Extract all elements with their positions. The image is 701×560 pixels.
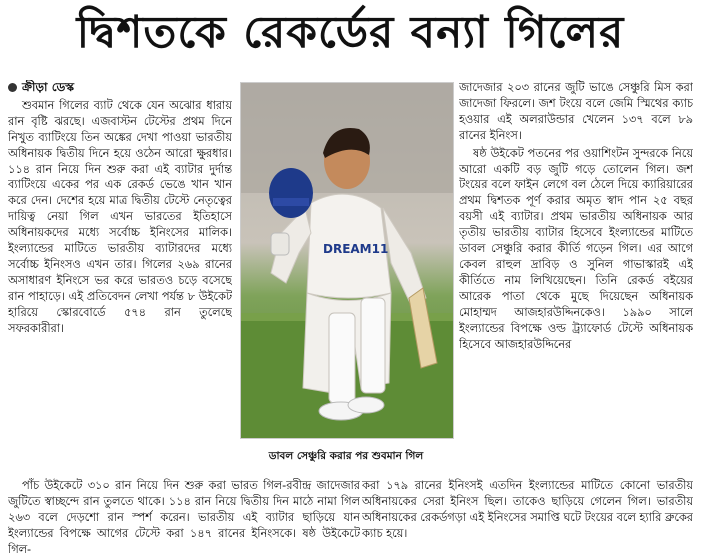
paragraph: পাঁচ উইকেটে ৩১০ রান নিয়ে দিন শুরু করা ভারত গিল-রবীন্দ্র জাদেজার জুটিতে স্বাচ্ছন্দে রান তুলতে থাকে। ১১৪ রান নিয়ে দ্বিতীয় দিন মাঠে নামা গিল ২৬৩ বলে দেড়শো রান স্পর্শ করেন। ভারতীয় এই ব্যাটার ছাড়িয়ে যান ইংল্যান্ডের বিপক্ষে আগের টেস্টে করা ১৪৭ রানের ইনিংসকে। ষষ্ঠ উইকেটে গিল- [8,479,360,556]
paragraph: জাদেজার ২০৩ রানের জুটি ভাঙে সেঞ্চুরি মিস করা জাদেজা ফিরলে। জশ টংয়ে বলে জেমি স্মিথের ক্যাচ হওয়ার এই অলরাউন্ডার খেলেন ১৩৭ বলে ৮৯ রানের ইনিংস। [459,81,693,142]
headline: দ্বিশতকে রেকর্ডের বন্যা গিলের [76,6,625,58]
article-column-left [8,80,232,475]
article-column-bottom-left [8,478,360,556]
paragraph: করা ১৭৯ রানের ইনিংসই এতদিন ইংল্যান্ডের মাটিতে কোনো ভারতীয় অধিনায়কের সেরা ইনিংস ছিল। তাকেও ছাড়িয়ে গেলেন গিল। ভারতীয় অধিনায়কের রেকর্ডগড়া এই ইনিংসের সমাপ্তি ঘটে টংয়ের বলে হ্যারি ব্রুকের ক্যাচ হয়ে। [362,479,693,540]
article-column-right [459,80,693,480]
photo-caption: ডাবল সেঞ্চুরি করার পর শুবমান গিল [268,450,424,462]
byline-text: ক্রীড়া ডেস্ক [22,80,75,94]
paragraph: ষষ্ঠ উইকেট পতনের পর ওয়াশিংটন সুন্দরকে নিয়ে আরো একটি বড় জুটি গড়ে তোলেন গিল। জশ টংয়ের বলে ফাইন লেগে বল ঠেলে দিয়ে ক্যারিয়ারের প্রথম দ্বিশতক পূর্ণ করার অমৃত স্বাদ পান ২৫ বছর বয়সী এই ব্যাটার। প্রথম ভারতীয় অধিনায়ক আর তৃতীয় ভারতীয় ব্যাটার হিসেবে ইংল্যান্ডের মাটিতে ডাবল সেঞ্চুরি করার কীর্তি গড়েন গিল। এর আগে কেবল রাহুল দ্রাবিড় ও সুনিল গাভাস্কারই এই কীর্তিতে নাম লিখিয়েছেন। তিনি রেকর্ড বইয়ের আরেক পাতা থেকে মুছে দিয়েছেন অধিনায়ক মোহাম্মদ আজহারউদ্দিনকেও। ১৯৯০ সালে ইংল্যান্ডের বিপক্ষে ওল্ড ট্র্যাফোর্ড টেস্টে অধিনায়ক হিসেবে আজহারউদ্দিনের [459,146,693,351]
byline [8,80,232,96]
bullet-icon [8,83,17,92]
article-photo [240,82,454,439]
paragraph: শুবমান গিলের ব্যাট থেকে যেন অঝোর ধারায় রান বৃষ্টি ঝরছে। এজবাস্টন টেস্টের প্রথম দিনে নিখুত ব্যাটিংয়ে তিন অঙ্কের দেখা পাওয়া ভারতীয় অধিনায়ক দ্বিতীয় দিনে হয়ে ওঠেন আরো ক্ষুরধার। ১১৪ রান নিয়ে দিন শুরু করা এই ব্যাটার দুর্দান্ত ব্যাটিংয়ে একের পর এক রেকর্ড ভেঙে খান খান করে দেন। দেশের হয়ে মাত্র দ্বিতীয় টেস্টে নেতৃত্বের দায়িত্ব নেয়া গিল এখন ভারতের ইতিহাসে অধিনায়কদের মধ্যে সর্বোচ্চ ইনিংসের মালিক। ইংল্যান্ডের মাটিতে ভারতীয় ব্যাটারদের মধ্যে সর্বোচ্চ ইনিংসও এখন তার। গিলের ২৬৯ রানের অসাধারণ ইনিংসে ভর করে ভারতও চড়ে বসেছে রান পাহাড়ে। এই প্রতিবেদন লেখা পর্যন্ত ৮ উইকেট হারিয়ে স্কোরবোর্ডে ৫৭৪ রান তুলেছে সফরকারীরা। [8,98,232,335]
jersey-text: DREAM11 [323,242,389,256]
article-column-bottom-right [362,478,693,556]
